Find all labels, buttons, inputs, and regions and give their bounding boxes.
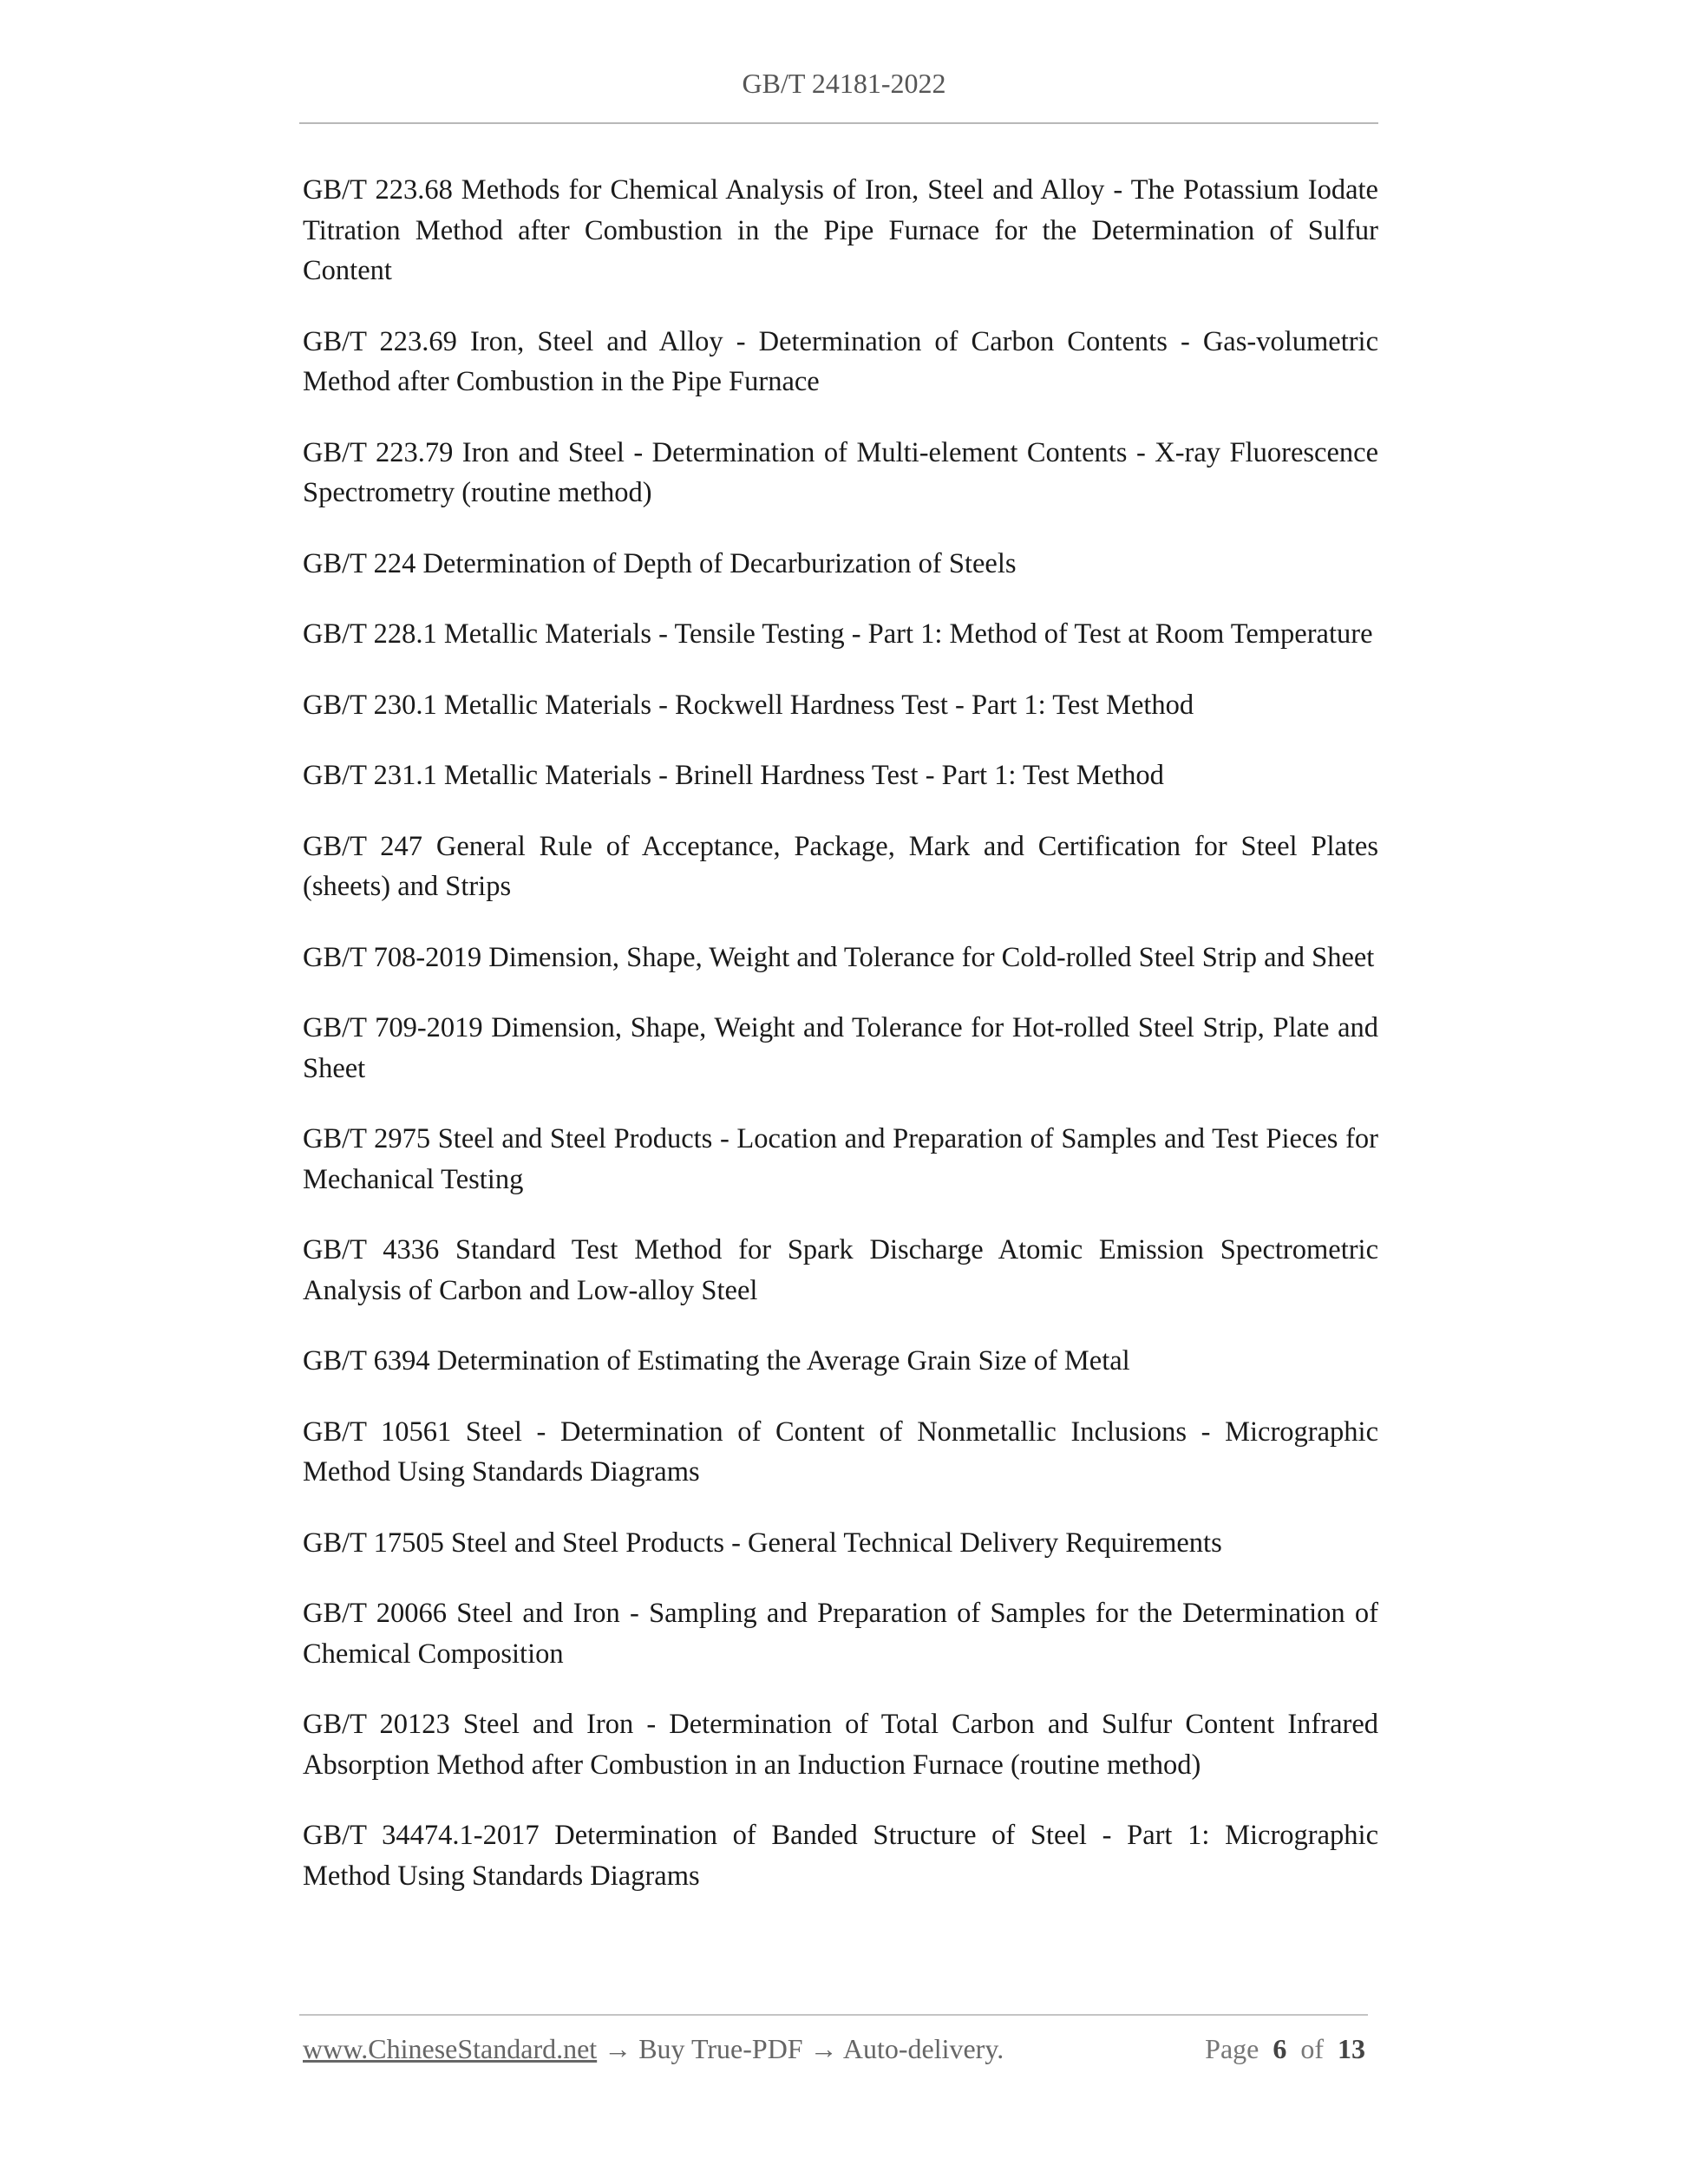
- arrow-right-icon: →: [604, 2033, 632, 2064]
- reference-item: GB/T 708-2019 Dimension, Shape, Weight and Tolerance for Cold-rolled Steel Strip and Sheet: [303, 941, 1375, 973]
- reference-item: GB/T 247 General Rule of Acceptance, Package, Mark and Certification for Steel Plates (sheets) and Strips: [303, 830, 1378, 902]
- page-current: 6: [1273, 2033, 1287, 2064]
- page-total: 13: [1338, 2033, 1365, 2064]
- page-of-label: of: [1300, 2033, 1324, 2064]
- normative-references-list: [303, 170, 1378, 1926]
- reference-item: GB/T 10561 Steel - Determination of Content of Nonmetallic Inclusions - Micrographic Method Using Standards Diagrams: [303, 1416, 1378, 1488]
- reference-item: GB/T 6394 Determination of Estimating the Average Grain Size of Metal: [303, 1345, 1130, 1376]
- reference-item: GB/T 709-2019 Dimension, Shape, Weight and Tolerance for Hot-rolled Steel Strip, Plate and Sheet: [303, 1012, 1378, 1084]
- reference-item: GB/T 4336 Standard Test Method for Spark Discharge Atomic Emission Spectrometric Analysis of Carbon and Low-alloy Steel: [303, 1234, 1378, 1306]
- reference-item: GB/T 34474.1-2017 Determination of Banded Structure of Steel - Part 1: Micrographic Method Using Standards Diagrams: [303, 1820, 1378, 1892]
- reference-item: GB/T 17505 Steel and Steel Products - General Technical Delivery Requirements: [303, 1527, 1222, 1559]
- reference-item: GB/T 20066 Steel and Iron - Sampling and Preparation of Samples for the Determination of Chemical Composition: [303, 1598, 1378, 1670]
- reference-item: GB/T 228.1 Metallic Materials - Tensile Testing - Part 1: Method of Test at Room Temperature: [303, 618, 1373, 650]
- reference-item: GB/T 20123 Steel and Iron - Determination of Total Carbon and Sulfur Content Infrared Absorption Method after Combustion in an Induction Furnace (routine method): [303, 1709, 1378, 1781]
- website-link[interactable]: www.ChineseStandard.net: [303, 2033, 598, 2064]
- footer-divider: [299, 2014, 1368, 2016]
- reference-item: GB/T 223.79 Iron and Steel - Determination of Multi-element Contents - X-ray Fluorescence Spectrometry (routine method): [303, 436, 1378, 508]
- header-divider: [299, 122, 1378, 124]
- page-label: Page: [1205, 2033, 1259, 2064]
- reference-item: GB/T 224 Determination of Depth of Decarburization of Steels: [303, 547, 1017, 579]
- reference-item: GB/T 223.68 Methods for Chemical Analysis of Iron, Steel and Alloy - The Potassium Iodate Titration Method after Combustion in the Pipe Furnace for the Determination of Sulfur Content: [303, 174, 1378, 286]
- reference-item: GB/T 231.1 Metallic Materials - Brinell Hardness Test - Part 1: Test Method: [303, 760, 1164, 791]
- reference-item: GB/T 223.69 Iron, Steel and Alloy - Determination of Carbon Contents - Gas-volumetric Method after Combustion in the Pipe Furnace: [303, 325, 1378, 397]
- document-header-title: GB/T 24181-2022: [742, 68, 946, 99]
- footer-promo: [303, 2033, 1004, 2065]
- auto-delivery-text: Auto-delivery.: [842, 2033, 1004, 2064]
- arrow-right-icon: →: [809, 2033, 838, 2064]
- reference-item: GB/T 2975 Steel and Steel Products - Location and Preparation of Samples and Test Pieces for Mechanical Testing: [303, 1123, 1378, 1195]
- buy-pdf-text: Buy True-PDF: [638, 2033, 803, 2064]
- reference-item: GB/T 230.1 Metallic Materials - Rockwell Hardness Test - Part 1: Test Method: [303, 689, 1194, 721]
- page-number: [1205, 2033, 1365, 2065]
